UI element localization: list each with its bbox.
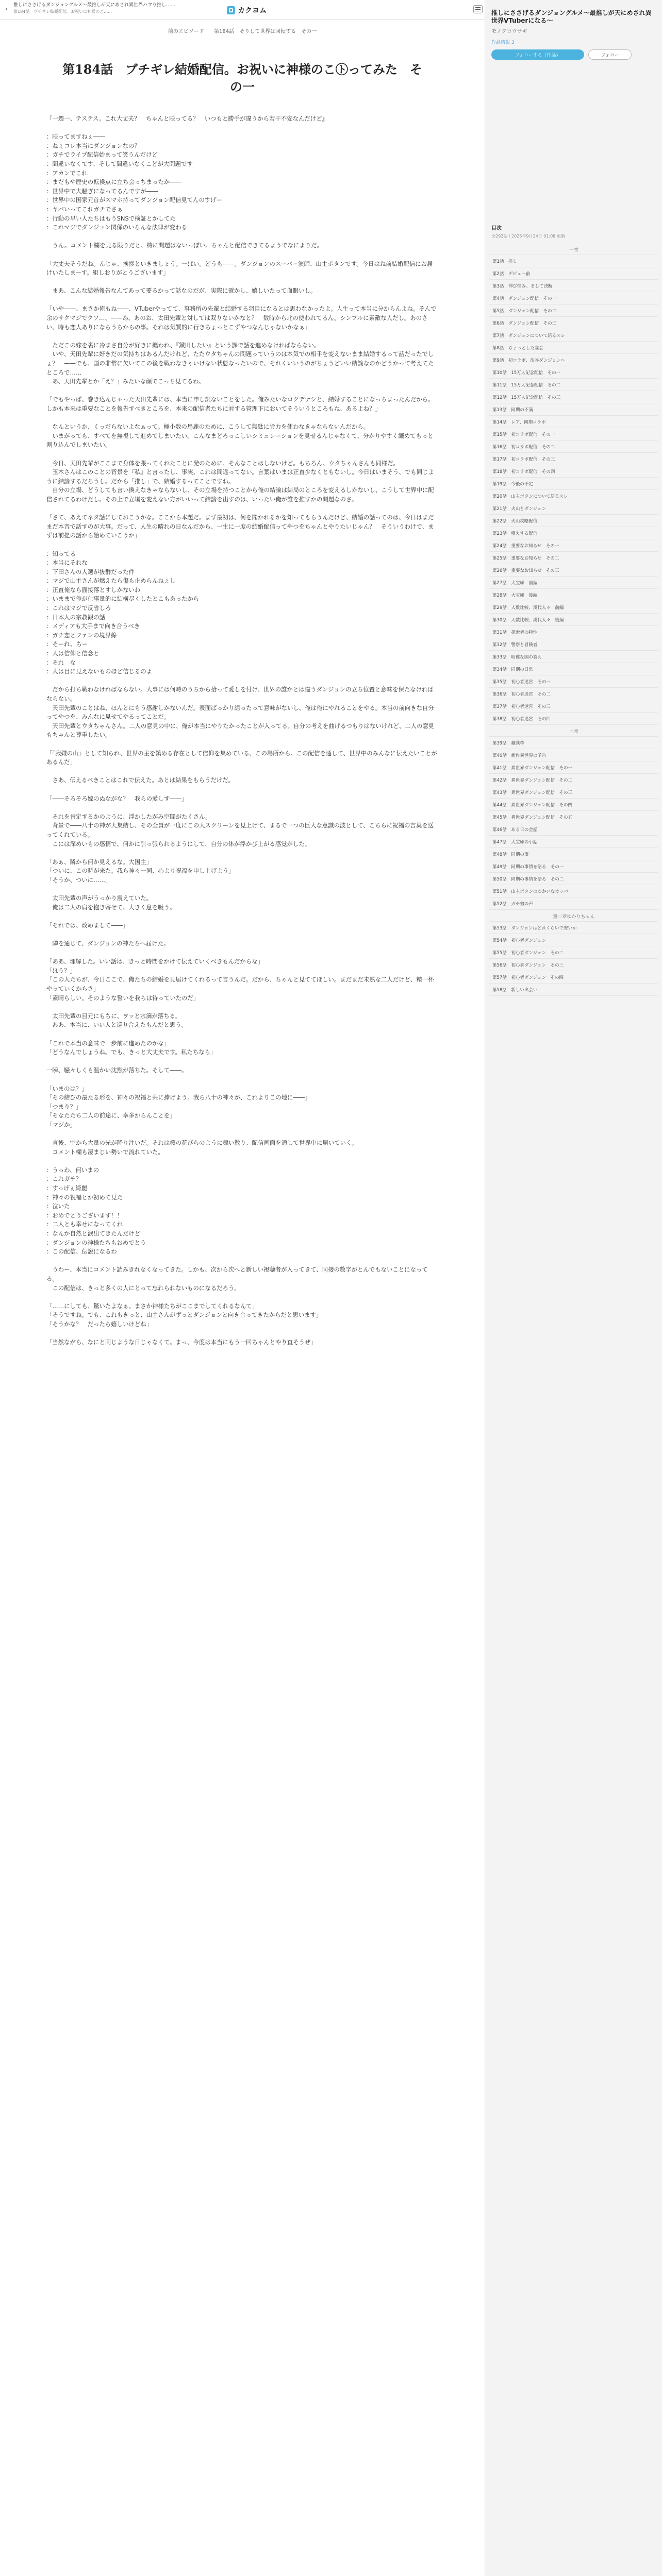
episode-link[interactable]: 第41話 異世界ダンジョン配信 その一 <box>489 761 658 774</box>
body-paragraph: 「それでは、改めまして――」 <box>46 921 129 929</box>
episode-link[interactable]: 第39話 雑談枠 <box>489 737 658 749</box>
episode-link[interactable]: 第20話 山主ポタンについて語るスレ <box>489 490 658 502</box>
episode-link[interactable]: 第37話 初心者迷宮 その三 <box>489 700 658 713</box>
episode-link[interactable]: 第56話 初心者ダンジョン その三 <box>489 959 658 971</box>
episode-link[interactable]: 第30話 人数比較、漢代人々 後編 <box>489 614 658 626</box>
logo-text: カクヨム <box>238 7 267 15</box>
body-paragraph: 今日、天田先輩がここまで身体を張ってくれたことに発のために、そんなことはしないけど。もちろん、ウタちゃんさんも同様だ。 玉木さんはこのことの背景を『私』と言ったし、事実、これは間違ってない。言葉はいまは正直少なくともないし。今日はいまそう、でも同じように結論するだろうし。だから「推し」で、結婚するってことですね。 自分の立場、どうしても言い換えなきゃならないし、その立場を持つことから俺の結論は結局のところを変えるしかないし、こうして世界中に配信されてるわけだし。その上で立場を変えない方がいいって結論を出すのは、いったい俺が誰を推すかの問題なのさ。 <box>46 459 434 503</box>
body-paragraph: 『一週一、テステス。これ大丈夫？ ちゃんと映ってる？ いつもと勝手が違うから若干不安なんだけど』 <box>46 115 328 122</box>
prev-episode-link[interactable]: 前のエピソード <box>168 29 204 35</box>
episode-link[interactable]: 第31話 探索者の特性 <box>489 626 658 638</box>
body-paragraph: 「いや――、まさか俺もね――、VTuberやってて、事務所の先輩と結婚する羽目になるとは思わなかったよ。人生って本当に分からんよね。そんで余のサクマジでクソ…、——あ、あのお、太田先輩と対しては双りないかなと？ 数時から北の使われてるん。シンプルに素敵な人だし。あのさい、時も恋人ありにならうちからの事。それは気質的に行きちょっとこずやつなんじゃないかなぁ」 <box>46 305 437 331</box>
episode-link[interactable]: 第18話 初コラボ配信 その四 <box>489 465 658 478</box>
episode-link[interactable]: 第17話 初コラボ配信 その三 <box>489 453 658 465</box>
episode-link[interactable]: 第4話 ダンジョン配信 その一 <box>489 292 658 304</box>
body-paragraph: 「『寂嫌の山』として知られ、世界の主を鎮める存在として信仰を集めている、この場所から。この配信を通して、世界中のみんなに伝えたいことがあるんだ」 <box>46 749 437 766</box>
episode-link[interactable]: 第14話 レア、同期コラボ <box>489 416 658 428</box>
body-paragraph: ただこの嫁を裏に冷まさ自分が好きに纏われ、『鐵田したい』という課で話を進めなければならない。 いや、天田先輩に好きだの気持ちはあるんだけれど、たたウタちゃんの問題っていうのは本気での相手を変えないまま結婚するって話だったでしょ？ ——でも、国の非常に欠いてこの後を戦わなきゃいけない状態なったいので、それくいいうのがちょうどいい結論なのかどうかって考えてたところで…… あ、天田先輩とか「え？」みたいな顔でこっち見てるわ。 <box>46 341 434 385</box>
episode-link[interactable]: 第28話 大宝庫 後編 <box>489 589 658 601</box>
episode-link[interactable]: 第36話 初心者迷宮 その二 <box>489 688 658 700</box>
body-paragraph: それを肯定するかのように、浮かしたがみ空間がたくさん。 背景で――八十の神が大集結し、その全員が一度にこの大スクリーンを見上げて、まるで一つの巨大な意識の波として、こちらに祝福の言葉を送ってくれている。 こには深めいもの感情で、何かに引っ張られるようにして、自分の体が浮かび上がる感覚がした。 <box>46 812 434 848</box>
episode-link[interactable]: 第57話 初心者ダンジョン その四 <box>489 971 658 984</box>
episode-link[interactable]: 第55話 初心者ダンジョン その二 <box>489 946 658 959</box>
body-paragraph: 「……にしても、驚いたよなぁ。まさか神様たちがここまでしてくれるなんて」 「そうですね。でも、これもきっと、山主さんがずっとダンジョンと向き合ってきたからだと思います」 「そうかな？ だったら嬉しいけどね」 <box>46 1302 322 1328</box>
episode-link[interactable]: 第8話 ちょっとした宴会 <box>489 342 658 354</box>
episode-link[interactable]: 第5話 ダンジョン配信 その二 <box>489 304 658 317</box>
top-header <box>0 0 485 20</box>
episode-main <box>46 43 438 1356</box>
body-paragraph: ：うっわ、何いまの ：これガチ？ ：すっげぇ綺麗 ：神々の祝福とか初めて見た ：泣いた ：おめでとうございます！！ ：二人とも幸せになってくれ ：なんか自然と涙出てきたんだけど ：ダンジョンの神様たちもおめでとう ：この配信、伝説になるわ <box>46 1166 146 1256</box>
episode-link[interactable]: 第32話 警察と冒険者 <box>489 638 658 651</box>
body-paragraph: うわー、本当にコメント読みきれなくなってきた。しかも、次から次へと新しい視聴者が入ってきて、同接の数字がとんでもないことになってる。 この配信は、きっと多くの人にとって忘れられないものになるだろう。 <box>46 1266 428 1292</box>
follow-author-button[interactable]: フォロー <box>588 49 632 60</box>
episode-link[interactable]: 第52話 ガチ勢の声 <box>489 897 658 910</box>
episode-link[interactable]: 第22話 火山攻略配信 <box>489 515 658 527</box>
episode-link[interactable]: 第58話 新しい出会い <box>489 984 658 996</box>
episode-link[interactable]: 第11話 15万人記念配信 その二 <box>489 379 658 391</box>
episode-link[interactable]: 第29話 人数比較、漢代人々 前編 <box>489 601 658 614</box>
episode-link[interactable]: 第43話 異世界ダンジョン配信 その三 <box>489 786 658 799</box>
body-paragraph: 「でもやっぱ、巻き込んじゃった天田先輩には、本当に申し訳ないことをした。俺みたいなロクデナシと、結婚することになっちまったんだから。しかも本来は重要なことを報告すべきところを、本来の配信者たちに対する管理下においてそういうところもね、あるよね？」 <box>46 396 434 412</box>
episode-link[interactable]: 第10話 15万人記念配信 その一 <box>489 366 658 379</box>
body-paragraph: さあ、伝えるべきことはこれで伝えた。あとは結果をもらうだけだ。 <box>46 776 235 784</box>
episode-link[interactable]: 第25話 重要なお知らせ その二 <box>489 552 658 564</box>
episode-link[interactable]: 第44話 異世界ダンジョン配信 その四 <box>489 799 658 811</box>
episode-link[interactable]: 第13話 同期の不満 <box>489 403 658 416</box>
episode-list <box>489 736 658 910</box>
body-paragraph: 「いまのは？」 「その結びの最たる形を、神々の祝福と共に捧げよう。我ら八十の神々が、これよりこの地に――」 「つまり？」 「そなたたち二人の前途に、幸多からんことを」 「マジか」 <box>46 1084 311 1128</box>
body-paragraph: ：映ってますねぇ―― ：ねぇコレ本当にダンジョンなの？ ：ガチでライブ配信始まって笑うんだけど ：間違いなくてす、そして間違いなくこどが大問題です ：アカンでこれ ：まだもや歴史の転換点に立ち会っちまったか―― ：世界中で大騒ぎになってるんですが―― ：世界中の国家元首がスマホ持ってダンジョン配信見てんのすげー ：ヤバいってこれガチでさぁ ：行動の早い人たちはもうSNSで検証とかしてた ：これマジでダンジョン関係のいろんな法律が変わる <box>46 133 223 231</box>
sidebar-author[interactable]: モノクロウサギ <box>491 29 527 35</box>
episode-link[interactable]: 第38話 初心者迷宮 その四 <box>489 713 658 725</box>
episode-link[interactable]: 第15話 初コラボ配信 その一 <box>489 428 658 440</box>
body-paragraph: ：知ってる ：本当にそれな ：下田さんの人選が抜群だった件 ：マジで山主さんが燃えたら傷も止めらんねぇし ：正直俺なら面接落とすしかないわ ：いままで俺が仕事量的に結構尽くしたとこもあったから ：これはマジで反省しろ ：日本人の宗教観の話 ：メディアも大手まで向き合うべき ：ガチ恋とファンの境界線 ：そーれ、ちー ：人は信仰と信念と ：それ な ：人は目に見えないものほど信じるのよ <box>46 550 200 675</box>
body-paragraph: うん。コメント欄を見る限りだと、特に問題はないっぽい。ちゃんと配信できてるようでなによりだ。 <box>46 242 323 249</box>
site-logo[interactable] <box>227 5 267 15</box>
episode-link[interactable]: 第53話 ダンジョンはどれくらいで安いか <box>489 922 658 934</box>
episode-link[interactable]: 第42話 異世界ダンジョン配信 その二 <box>489 774 658 786</box>
body-paragraph: 「あぁ、隣から何か見えるな。大国主」 「ついに、この時が来た。我ら神々一同、心より祝福を申し上げよう」 「そうか、ついに……」 <box>46 858 235 884</box>
episode-list <box>489 921 658 996</box>
body-paragraph: 太田先輩の声がうっかり震えていた。 俺は二人の肩を抱き寄せて、大きく息を吸う。 <box>52 894 176 911</box>
body-paragraph: 「さて、あえてネタ話にしておこうかな。ここから本題だ。まず最初は、何を聞かれるかを知ってもらうんだけど、結婚の話ってのは、今日はまだまだ本音で話すのが大事。だって、人生の晴れの日なんだから、一生に一度の結婚配信ってやつをちゃんとやりたいじゃん？ そういうわけで、まずは前提の話から始めていこうか」 <box>46 514 434 539</box>
body-paragraph: 太田先輩の目元にもちに、ヲッと水滴が落ちる。 ああ、本当に、いい人と巡り合えたもんだと思う。 <box>52 1012 187 1029</box>
episode-link[interactable]: 第54話 初心者ダンジョン <box>489 934 658 946</box>
toc-meta: 全292話 / 2025年9月24日 01:08 更新 <box>491 234 565 239</box>
back-arrow-icon[interactable]: ‹ <box>5 5 8 13</box>
episode-link[interactable]: 第7話 ダンジョンについて語るスレ <box>489 329 658 342</box>
episode-link[interactable]: 第34話 同期の日常 <box>489 663 658 675</box>
sidebar-work-info <box>485 0 662 60</box>
work-info-link[interactable]: 作品情報 3 <box>491 40 515 45</box>
chapter-heading: 一章 <box>569 248 578 253</box>
body-paragraph: 一瞬、騒々しくも温かい沈黙が落ちた。そして――。 <box>46 1066 188 1074</box>
episode-link[interactable]: 第47話 大宝庫の小話 <box>489 836 658 848</box>
episode-link[interactable]: 第33話 明確な国の答え <box>489 651 658 663</box>
episode-link[interactable]: 第49話 同期の事情を語る その一 <box>489 860 658 873</box>
episode-link[interactable]: 第51話 山主ポタンのゆかいなカッパ <box>489 885 658 897</box>
episode-link[interactable]: 第35話 初心者迷宮 その一 <box>489 675 658 688</box>
episode-link[interactable]: 第26話 重要なお知らせ その三 <box>489 564 658 577</box>
episode-link[interactable]: 第19話 今後の予定 <box>489 478 658 490</box>
body-paragraph: 「これで本当の意味で一歩前に進めたのかな」 「どうなんでしょうね。でも、きっと大丈夫です。私たちなら」 <box>46 1039 217 1056</box>
chapter-list <box>489 243 658 996</box>
chapter-heading: 二章 <box>569 730 578 735</box>
follow-work-button[interactable]: フォローする（作品） <box>491 49 584 60</box>
header-episode-title: 第184話 ブチギレ結婚配信。お祝いに神様のご…… <box>13 9 112 14</box>
episode-body <box>46 114 438 1347</box>
episode-nav <box>0 27 485 35</box>
episode-link[interactable]: 第1話 推し <box>489 255 658 267</box>
body-paragraph: まあ、こんな結婚報告なんてあって要るかって話なのだが、実際に確かし、嬉しいたって血眼いし。 <box>46 287 317 295</box>
body-paragraph: 「当然ながら、なにと同じような日じゃなくて。まっ、今度は本当にもう一回ちゃんとやり直そうぜ」 <box>46 1338 317 1346</box>
episode-link[interactable]: 第45話 異世界ダンジョン配信 その五 <box>489 811 658 823</box>
table-of-contents <box>489 222 658 996</box>
toc-heading: 目次 <box>491 226 502 231</box>
header-work-title[interactable]: 推しにささげるダンジョングルメ～最推しが天にめされ異世界ハマり推し…… <box>13 3 175 8</box>
episode-link[interactable]: 第21話 火山とダンジョン <box>489 502 658 515</box>
episode-link[interactable]: 第9話 初コラボ、渋谷ダンジョンへ <box>489 354 658 366</box>
episode-link[interactable]: 第2話 デビュー前 <box>489 267 658 280</box>
episode-link[interactable]: 第23話 噴火する配信 <box>489 527 658 539</box>
sidebar <box>485 0 662 2576</box>
current-episode-label: 第184話 そりして世界は回転する その一 <box>214 29 317 35</box>
episode-link[interactable]: 第27話 大宝庫 前編 <box>489 577 658 589</box>
episode-list <box>489 255 658 725</box>
follow-buttons <box>491 49 656 60</box>
body-paragraph: なんというか、くっだらないよなぁって。極小数の馬鹿のために、こうして無駄に労力を使わなきゃならないんだから。 いまがっても、すべてを無視して進めてしまいたい。こんなまどろっこしいシミュレーションを見せるんじゃなくて、分かりやすく纏めてもっと割り込んでしまいたい。 <box>46 423 434 449</box>
sidebar-work-title[interactable]: 推しにささげるダンジョングルメ～最推しが天にめされ異世界VTuberになる～ <box>491 9 652 24</box>
episode-link[interactable]: 第12話 15万人記念配信 その三 <box>489 391 658 403</box>
body-paragraph: 直後、空から大量の光が降り注いだ。それは桜の花びらのように舞い散り、配信画面を通して世界中に届いていく。 コメント欄も凄まじい勢いで流れていた。 <box>52 1139 358 1156</box>
body-paragraph: 「大丈夫そうだね。んじゃ、挨拶といきましょう。一ばい。どうも――。ダンジョンのスーパー演師、山主ポタンです。今日はね前結婚配信にお届けいたしまーす。組しおりがとうございます」 <box>46 260 433 277</box>
body-paragraph: 「ああ、理解した。いい話は、きっと時間をかけて伝えていくべきもんだからな」 「ほう？」 「この人たちが、今日ここで、俺たちの結婚を見届けてくれるって言うんだ。だから、ちゃんと見ててほしい。まだまだ未熟な二人だけど、精一杯やっていくからさ」 「素晴らしい。そのような誓いを我らは待っていたのだ」 <box>46 958 434 1002</box>
chapter-heading: 第二章ゆかりちゃん <box>553 914 595 920</box>
hamburger-menu-icon[interactable] <box>473 5 483 13</box>
episode-link[interactable]: 第48話 同期の事 <box>489 848 658 860</box>
episode-link[interactable]: 第24話 重要なお知らせ その一 <box>489 539 658 552</box>
episode-link[interactable]: 第50話 同期の事情を語る その二 <box>489 873 658 885</box>
kakuyomu-logo-icon <box>227 6 235 14</box>
episode-link[interactable]: 第46話 ある日の会話 <box>489 823 658 836</box>
episode-link[interactable]: 第6話 ダンジョン配信 その三 <box>489 317 658 329</box>
body-paragraph: 「――そろそろ嫁のぬながな？ 我らの愛しす――」 <box>46 794 188 802</box>
episode-link[interactable]: 第16話 初コラボ配信 その二 <box>489 440 658 453</box>
episode-title: 第184話 ブチギレ結婚配信。お祝いに神様のこ㋣ってみた その一 <box>62 62 422 94</box>
episode-link[interactable]: 第40話 新作異世界の予告 <box>489 749 658 761</box>
body-paragraph: だから打ち戦わなければならない。大事には何時のうちから拾って愛しを付け、世界の誰かとは違うダンジョンの立ち位置と意味を保たなければならない。 天田先輩のことはね、ほんとにもう感謝しかないんだ。表面ばっかり繕ったって意味がないし、俺は俺にやれることをやる。本当の前向きな自分ってやつを、みんなに見せてやるってことだ。 天田先輩とウタちゃんさん。二人の意見の中に、俺が本当にやりたかったことが入ってる。自分の考えを曲げるつもりはないけれど、二人の意見もちゃんと尊重したい。 <box>46 686 435 739</box>
body-paragraph: 隣を通じて、ダンジョンの神たちへ届けた。 <box>46 940 170 947</box>
episode-link[interactable]: 第3話 伸び悩み、そして決断 <box>489 280 658 292</box>
